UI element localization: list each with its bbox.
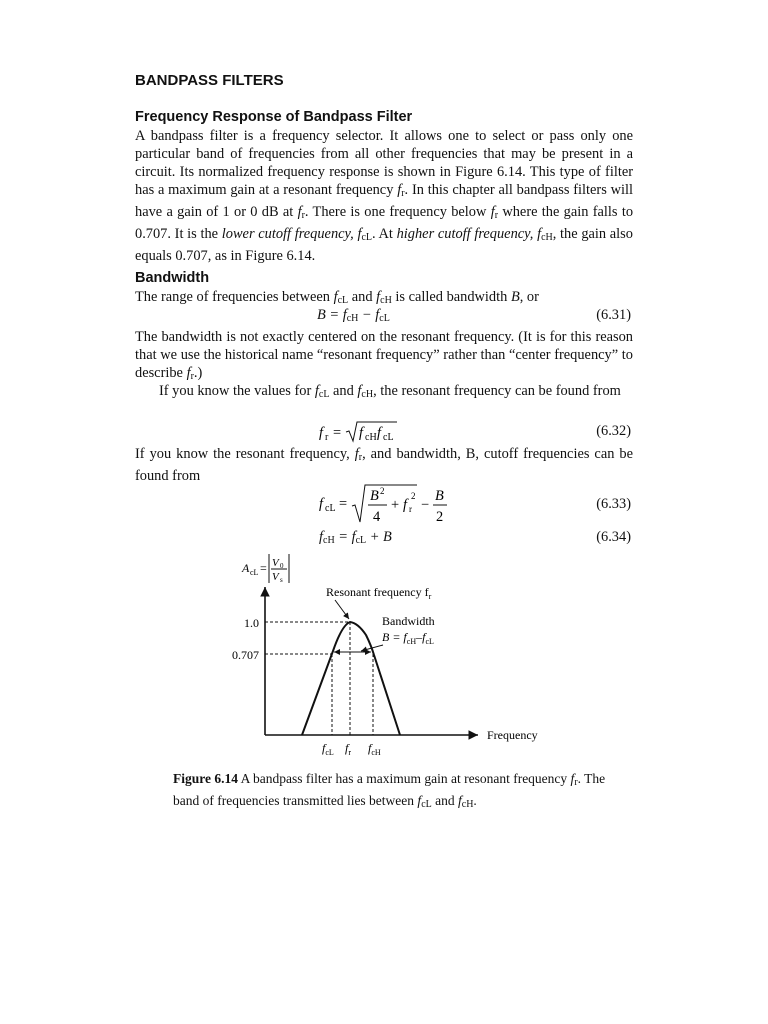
section-heading-bandwidth: Bandwidth [135,270,210,286]
figure-6-14-bandpass-response [225,545,565,760]
svg-text:f: f [319,425,323,441]
svg-text:=: = [333,425,342,441]
svg-text:+: + [391,497,400,513]
y-tick-1-0: 1.0 [244,616,259,630]
svg-text:f: f [377,425,381,441]
resonant-frequency-label: Resonant frequency $f_r$ [326,585,432,601]
equation-6-34: $f_{cH} = f_{cL} + B$ (6.34) [319,529,631,546]
bandwidth-equation-label: $B = f_{cH}-f_{cL}$ [382,630,434,646]
svg-text:r: r [325,432,329,443]
paragraph-bandwidth-definition: The range of frequencies between $f_{cL}$ and $f_{cH}$ is called bandwidth B, or [135,289,539,306]
x-tick-fch: $f_{cH}$ [368,741,381,757]
svg-text:V: V [272,571,279,583]
y-tick-0-707: 0.707 [232,648,259,662]
svg-text:2: 2 [411,491,416,501]
x-tick-fcl: $f_{cL}$ [322,741,334,757]
svg-text:cL: cL [250,568,259,577]
section-heading-frequency-response: Frequency Response of Bandpass Filter [135,109,413,125]
svg-text:f: f [319,496,323,512]
svg-text:f: f [403,497,407,513]
svg-text:=: = [260,561,267,575]
equation-6-33-math [315,484,465,526]
x-axis-label: Frequency [487,728,538,742]
x-tick-fr: $f_r$ [345,741,352,757]
svg-text:r: r [409,504,412,514]
svg-text:2: 2 [380,486,385,496]
svg-text:2: 2 [436,509,444,525]
paragraph-bandwidth-centering: The bandwidth is not exactly centered on the resonant frequency. (It is for this reason that we use the historical name “resonant frequency” rather than “center frequency” to describe $f_r$.) [135,329,633,382]
figure-caption: Figure 6.14 A bandpass filter has a maximum gain at resonant frequency $f_r$. The band of frequencies transmitted lies between $f_{cL}$ and $f_{cH}$. [173,771,606,810]
svg-text:=: = [339,496,348,512]
paragraph-frequency-response: A bandpass filter is a frequency selector. It allows one to select or pass only one particular band of frequencies from all other frequencies that may be present in a circuit. Its normalized frequency response is shown in Figure 6.14. This type of filter has a maximum gain at a resonant frequency $f_r$. In this chapter all bandpass filters will have a gain of 1 or 0 dB at $f_r$. There is one frequency below $f_r$ where the gain falls to 0.707. It is the lower cutoff frequency, $f_{cL}$. At higher cutoff frequency, $f_{cH}$, the gain also equals 0.707, as in Figure 6.14. [135,128,634,264]
svg-text:B: B [370,488,379,504]
gain-axis-label [241,554,289,584]
svg-text:f: f [359,425,363,441]
equation-6-31: $B = f_{cH} - f_{cL}$ (6.31) [317,307,631,324]
svg-text:cL: cL [383,432,394,443]
equation-6-32-math [315,419,425,445]
svg-text:cL: cL [325,503,336,514]
equation-6-33: f cL = B 2 4 + f r 2 − B 2 (6.33) [135,484,633,524]
svg-text:4: 4 [373,509,381,525]
equation-6-32: f r = f cH f cL (6.32) [135,421,633,445]
page-title: BANDPASS FILTERS [135,72,284,89]
svg-text:V: V [272,557,279,569]
paragraph-cutoff-from-resonant: If you know the resonant frequency, $f_r$, and bandwidth, B, cutoff frequencies can be found from [135,446,633,484]
paragraph-resonant-from-cutoffs: If you know the values for $f_{cL}$ and $f_{cH}$, the resonant frequency can be found from [159,383,621,400]
bandwidth-label: Bandwidth [382,614,435,628]
svg-text:s: s [280,576,283,584]
svg-text:−: − [421,497,430,513]
svg-text:cH: cH [365,432,377,443]
svg-text:B: B [435,488,444,504]
svg-text:A: A [242,561,250,575]
svg-text:0: 0 [280,562,284,570]
